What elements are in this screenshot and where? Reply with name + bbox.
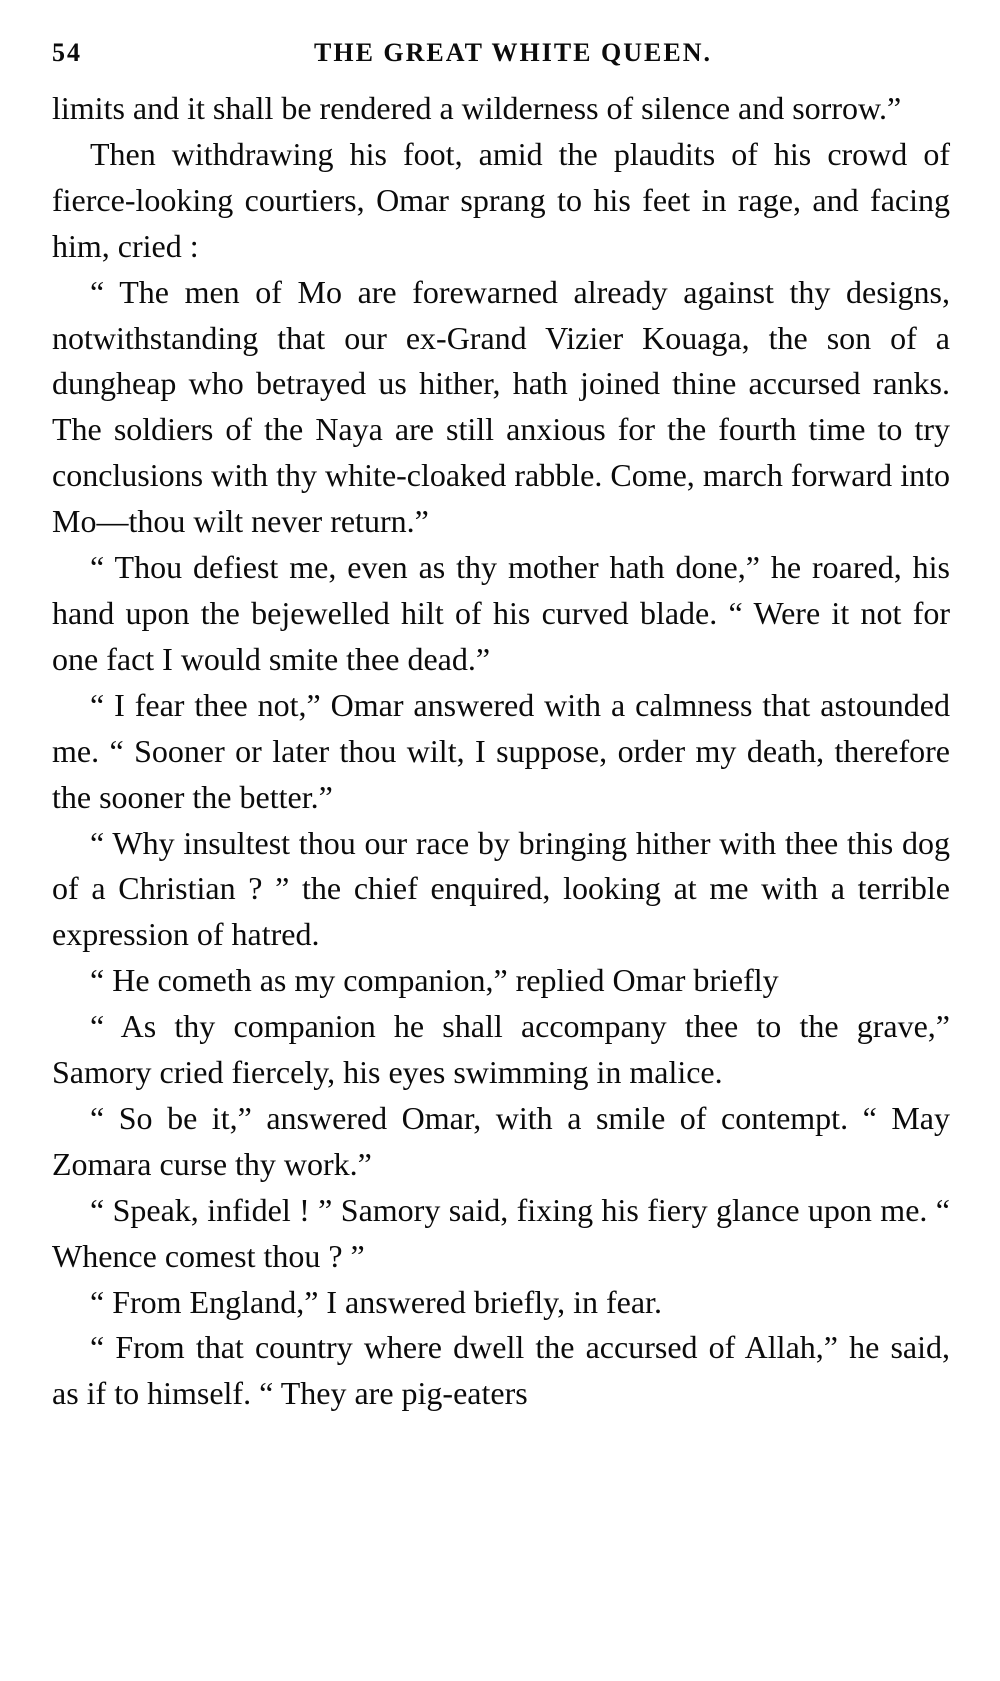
paragraph: “ He cometh as my companion,” replied Omar briefly [90,962,779,999]
paragraph: “ Thou defiest me, even as thy mother hath done,” he roared, his hand upon the bejewelled hilt of his curved blade. “ Were it not for one fact I would smite thee dead.” [52,549,950,677]
paragraph: Then withdrawing his foot, amid the plaudits of his crowd of fierce-looking courtiers, Omar sprang to his feet in rage, and facing him, cried : [52,135,950,264]
paragraph: “ So be it,” answered Omar, with a smile of contempt. “ May Zomara curse thy work.” [52,1099,950,1182]
book-page [52,28,950,1417]
paragraph-continued: limits and it shall be rendered a wilderness of silence and sorrow.” [52,90,902,126]
body-text [52,86,950,1417]
paragraph: “ From that country where dwell the accursed of Allah,” he said, as if to himself. “ They are pig-eaters [52,1329,950,1412]
running-head [52,28,950,86]
paragraph: “ The men of Mo are forewarned already against thy designs, notwithstanding that our ex-Grand Vizier Kouaga, the son of a dungheap who betrayed us hither, hath joined thine accursed ranks. The soldiers of the Naya are still anxious for the fourth time to try conclusions with thy white-cloaked rabble. Come, march forward into Mo—thou wilt never return.” [52,273,950,540]
paragraph: “ From England,” I answered briefly, in fear. [90,1283,662,1320]
paragraph: “ Why insultest thou our race by bringing hither with thee this dog of a Christian ? ” the chief enquired, looking at me with a terrible expression of hatred. [52,824,950,953]
page-number: 54 [52,38,82,67]
paragraph: “ Speak, infidel ! ” Samory said, fixing his fiery glance upon me. “ Whence comest thou ? ” [52,1191,950,1274]
running-title: THE GREAT WHITE QUEEN. [314,38,712,67]
paragraph: “ As thy companion he shall accompany thee to the grave,” Samory cried fiercely, his eyes swimming in malice. [52,1008,950,1091]
paragraph: “ I fear thee not,” Omar answered with a calmness that astounded me. “ Sooner or later thou wilt, I suppose, order my death, therefore the sooner the better.” [52,686,950,815]
